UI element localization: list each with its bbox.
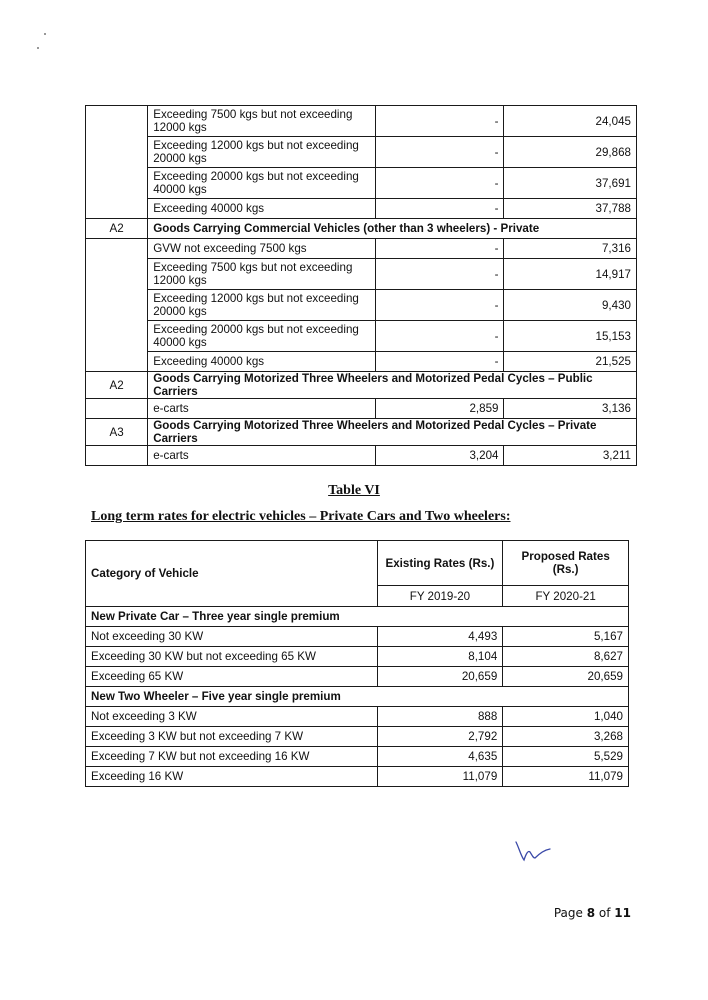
page-current: 8	[586, 906, 596, 920]
existing-rate: -	[376, 168, 504, 199]
vehicle-category: Not exceeding 3 KW	[86, 707, 378, 727]
table-row	[86, 352, 637, 372]
table-caption: Table VI	[328, 483, 380, 498]
section-title: New Two Wheeler – Five year single premium	[86, 687, 629, 707]
proposed-rate: 15,153	[504, 321, 637, 352]
row-description: Exceeding 40000 kgs	[148, 199, 376, 219]
existing-rate: -	[376, 106, 504, 137]
proposed-rate: 14,917	[504, 259, 637, 290]
signature-initial	[514, 838, 554, 864]
page-total: 11	[614, 906, 631, 920]
page-of: of	[598, 906, 611, 920]
page-number	[554, 906, 631, 920]
table-row	[86, 259, 637, 290]
existing-rate: 2,792	[377, 727, 503, 747]
scan-speck	[37, 47, 39, 49]
section-title: Goods Carrying Motorized Three Wheelers and Motorized Pedal Cycles – Public Carriers	[148, 372, 637, 399]
existing-rate: 11,079	[377, 767, 503, 787]
section-title: Goods Carrying Motorized Three Wheelers and Motorized Pedal Cycles – Private Carriers	[148, 419, 637, 446]
row-description: Exceeding 12000 kgs but not exceeding 20000 kgs	[148, 290, 376, 321]
proposed-rate: 24,045	[504, 106, 637, 137]
existing-rate: -	[376, 321, 504, 352]
row-description: Exceeding 40000 kgs	[148, 352, 376, 372]
table-row	[86, 627, 629, 647]
existing-rate: 4,493	[377, 627, 503, 647]
row-description: Exceeding 7500 kgs but not exceeding 12000 kgs	[148, 259, 376, 290]
proposed-rate: 37,788	[504, 199, 637, 219]
row-description: Exceeding 20000 kgs but not exceeding 40000 kgs	[148, 321, 376, 352]
table-row	[86, 321, 637, 352]
row-description: Exceeding 12000 kgs but not exceeding 20000 kgs	[148, 137, 376, 168]
row-description: Exceeding 20000 kgs but not exceeding 40000 kgs	[148, 168, 376, 199]
proposed-rate: 20,659	[503, 667, 629, 687]
vehicle-category: Exceeding 16 KW	[86, 767, 378, 787]
table-row	[86, 647, 629, 667]
header-existing: Existing Rates (Rs.)	[377, 541, 503, 586]
existing-rate: -	[376, 352, 504, 372]
vehicle-category: Exceeding 7 KW but not exceeding 16 KW	[86, 747, 378, 767]
row-description: e-carts	[148, 446, 376, 466]
section-row	[86, 419, 637, 446]
table-subtitle: Long term rates for electric vehicles – Private Cars and Two wheelers:	[91, 509, 511, 524]
existing-rate: -	[376, 290, 504, 321]
page-label: Page	[553, 906, 583, 920]
proposed-rate: 3,268	[503, 727, 629, 747]
proposed-rate: 9,430	[504, 290, 637, 321]
section-row	[86, 219, 637, 239]
proposed-rate: 5,167	[503, 627, 629, 647]
table-row	[86, 137, 637, 168]
blank-code-cell	[86, 106, 148, 219]
blank-code-cell	[86, 399, 148, 419]
table-row	[86, 199, 637, 219]
existing-rate: -	[376, 199, 504, 219]
row-description: Exceeding 7500 kgs but not exceeding 12000 kgs	[148, 106, 376, 137]
table-row	[86, 290, 637, 321]
existing-rate: 888	[377, 707, 503, 727]
table-row	[86, 399, 637, 419]
proposed-rate: 3,136	[504, 399, 637, 419]
table-row	[86, 747, 629, 767]
existing-rate: -	[376, 239, 504, 259]
proposed-rate: 5,529	[503, 747, 629, 767]
existing-rate: 20,659	[377, 667, 503, 687]
table-row	[86, 446, 637, 466]
blank-code-cell	[86, 446, 148, 466]
existing-rate: 3,204	[376, 446, 504, 466]
section-title: New Private Car – Three year single premium	[86, 607, 629, 627]
vehicle-category: Exceeding 65 KW	[86, 667, 378, 687]
blank-code-cell	[86, 239, 148, 372]
table-row	[86, 727, 629, 747]
proposed-rate: 7,316	[504, 239, 637, 259]
table-row	[86, 239, 637, 259]
existing-rate: 2,859	[376, 399, 504, 419]
proposed-rate: 11,079	[503, 767, 629, 787]
row-description: GVW not exceeding 7500 kgs	[148, 239, 376, 259]
existing-rate: -	[376, 137, 504, 168]
section-code: A2	[86, 372, 148, 399]
proposed-rate: 3,211	[504, 446, 637, 466]
proposed-rate: 29,868	[504, 137, 637, 168]
table-row	[86, 707, 629, 727]
table-row	[86, 168, 637, 199]
section-row	[86, 687, 629, 707]
scan-speck	[44, 33, 46, 35]
vehicle-category: Exceeding 30 KW but not exceeding 65 KW	[86, 647, 378, 667]
section-code: A3	[86, 419, 148, 446]
header-existing-fy: FY 2019-20	[377, 586, 503, 607]
proposed-rate: 37,691	[504, 168, 637, 199]
header-proposed-fy: FY 2020-21	[503, 586, 629, 607]
existing-rate: -	[376, 259, 504, 290]
header-row	[86, 541, 629, 586]
existing-rate: 8,104	[377, 647, 503, 667]
table-row	[86, 106, 637, 137]
header-category: Category of Vehicle	[86, 541, 378, 607]
header-proposed: Proposed Rates (Rs.)	[503, 541, 629, 586]
section-row	[86, 372, 637, 399]
row-description: e-carts	[148, 399, 376, 419]
proposed-rate: 21,525	[504, 352, 637, 372]
goods-vehicle-rates-table	[85, 105, 637, 466]
section-title: Goods Carrying Commercial Vehicles (other than 3 wheelers) - Private	[148, 219, 637, 239]
proposed-rate: 8,627	[503, 647, 629, 667]
section-code: A2	[86, 219, 148, 239]
electric-vehicle-long-term-rates-table	[85, 540, 629, 787]
section-row	[86, 607, 629, 627]
vehicle-category: Exceeding 3 KW but not exceeding 7 KW	[86, 727, 378, 747]
proposed-rate: 1,040	[503, 707, 629, 727]
table-row	[86, 767, 629, 787]
vehicle-category: Not exceeding 30 KW	[86, 627, 378, 647]
table-row	[86, 667, 629, 687]
existing-rate: 4,635	[377, 747, 503, 767]
